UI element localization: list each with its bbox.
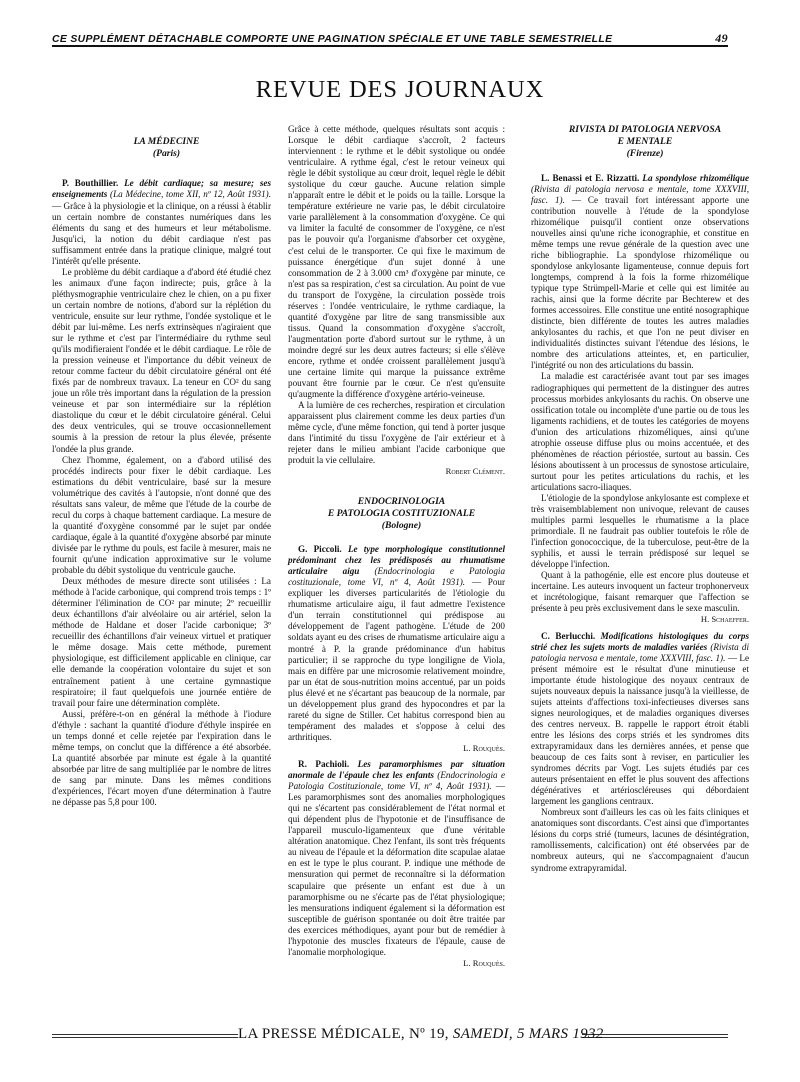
banner-title: REVUE DES JOURNAUX	[255, 76, 545, 103]
footer-rule-left	[52, 1034, 238, 1035]
article-paragraph: L'étiologie de la spondylose ankylosante est complexe et très vraisemblablement non univoque, relevant de causes multiples parmi lesquelles le rhumatisme a la place primordiale. Il ne faudrait pas oublier toutefois le rôle de l'infection gonococcique, de la tuberculose, peut-être de la syphilis, et aussi le terrain prédisposé sur lequel se développe l'infection.	[531, 492, 749, 570]
article-paragraph: Chez l'homme, également, on a d'abord utilisé des procédés indirects pour fixer le débit cardiaque. Les estimations du débit ventriculaire, basé sur la mesure volumétrique des cavités à l'autopsie, n'ont donné que des résultats sans valeur, de même que l'étude de la courbe de recul du corps à chaque battement cardiaque. La mesure de la quantité d'oxygène consommé par le sujet par ondée cardiaque, égale à la quantité d'oxygène absorbé par minute divisée par le rythme du pouls, est facile à mesurer, mais ne fournit qu'une indication approximative sur le volume probable du débit systolique du ventricule gauche.	[52, 454, 271, 576]
article-reference: (La Médecine, tome XII, nº 12, Août 1931).	[110, 189, 272, 200]
section-subtitle-medecine: (Paris)	[152, 148, 181, 160]
article-paragraph: Le problème du débit cardiaque a d'abord été étudié chez les animaux d'une façon indirecte; puis, grâce à la pléthysmographie ventriculaire chez le chien, on a pu fixer un certain nombre de notions, d'abord sur la réplétion du ventricule, ensuite sur leur rythme, l'ondée systolique et le débit par lui-même. Les nerfs extrinsèques n'agiraient que sur le rythme et c'est par l'intermédiaire du rythme seul qu'ils modifieraient l'ondée et le débit cardiaque. Le rôle de la pression veineuse et l'importance du débit veineux de retour comme facteur du débit circulatoire général ont été fixés par de nombreux travaux. La teneur en CO² du sang joue un rôle très important dans la régulation de la pression veineuse et par son intermédiaire sur la réplétion diastolique du cœur et le débit circulatoire général. Celui des deux ventricules, qui se trouve occasionnellement soumis à la pression de retour la plus élevée, présente l'ondée la plus grande.	[52, 266, 271, 454]
article-paragraph: — Le présent mémoire est le résultat d'une minutieuse et importante étude histologique des noyaux centraux de sujets nouveaux depuis la naissance jusqu'à la vieillesse, de sujets atteints d'affections toxi-infectieuses diverses sans signes neurologiques, et de maladies organiques diverses des centres nerveux. B. rappelle le rapport étroit établi entre les lésions des corps striés et les syndromes dits extrapyramidaux dans les dernières années, et pense que beaucoup de ces faits sont à reviser, en particulier les syndromes décrits par Vogt. Les sujets étudiés par ces auteurs présentaient en effet le plus souvent des affections dégénératives et artérioscléreuses qui débordaient largement les ganglions centraux.	[531, 652, 750, 807]
article-title: La spondylose rhizomélique	[642, 172, 749, 183]
footer-journal: LA PRESSE MÉDICALE,	[238, 1026, 405, 1042]
article-author: R. Pachioli.	[298, 759, 350, 769]
footer-rule-right	[582, 1034, 728, 1035]
article-paragraph: — Grâce à la physiologie et la clinique, on a réussi à établir un certain nombre de constantes numériques dans les éléments du sang et des humeurs et leur métabolisme. Jusqu'ici, la notion du débit cardiaque n'est pas suffisamment entrée dans la pratique clinique, malgré tout l'intérêt qu'elle présente.	[52, 200, 271, 266]
footer-rule-right	[582, 1037, 728, 1038]
column-2	[288, 124, 505, 969]
article-pachioli	[288, 759, 505, 958]
article-signature: Robert Clément.	[445, 466, 505, 477]
running-head-text: CE SUPPLÉMENT DÉTACHABLE COMPORTE UNE PAGINATION SPÉCIALE ET UNE TABLE SEMESTRIELLE	[52, 34, 613, 45]
article-author: P. Bouthillier.	[62, 178, 119, 189]
section-subtitle-endo: (Bologne)	[381, 519, 422, 531]
article-author: C. Berlucchi.	[541, 630, 596, 641]
article-benassi-lead	[531, 173, 749, 372]
header-rule	[52, 45, 728, 47]
article-signature: L. Rouquès.	[463, 957, 505, 968]
article-reference: (Endocrinologia e Patologia Costituzionale, tome VI, nº 4, Août 1931).	[288, 770, 506, 792]
article-reference: (Rivista di patologia nervosa e mentale, tome XXXVIII, fasc. 1).	[531, 183, 749, 205]
article-title: Le type morphologique constitutionnel prédominant chez les prédisposés au rhumatisme articulaire aigu	[288, 544, 505, 577]
article-reference: (Endocrinologia e Patologia costituzionale, tome VI, nº 4, Août 1931).	[288, 566, 506, 588]
section-title-rivista: RIVISTA DI PATOLOGIA NERVOSA	[568, 124, 722, 135]
article-paragraph: Nombreux sont d'ailleurs les cas où les faits cliniques et anatomiques sont discordants. C'est ainsi que d'importantes lésions du corps strié (tumeurs, lacunes de désintégration, ramollissements, calcification) ont été observées par de nombreux auteurs, qui ne s'accompagnaient d'aucun syndrome extrapyramidal.	[531, 807, 749, 873]
footer-date: SAMEDI, 5 MARS 1932	[452, 1026, 604, 1042]
article-author: G. Piccoli.	[298, 544, 342, 555]
article-author: L. Benassi et E. Rizzatti.	[541, 172, 640, 183]
article-title: Modifications histologiques du corps strié chez les sujets morts de maladies variées	[531, 630, 749, 652]
page-number: 49	[715, 31, 728, 45]
article-signature: H. Schaeffer.	[700, 614, 749, 625]
article-text: — Pour expliquer les diverses particularités de l'étiologie du rhumatisme articulaire aigu, il faut admettre l'existence d'un terrain constitutionnel qui prédispose au développement de l'agent pathogène. L'étude de 200 soldats ayant eu des crises de rhumatisme articulaire aigu a montré à P. la grande prédominance d'un habitus particulier; il se rapproche du type longiligne de Viola, mais en diffère par une microsomie relativement moindre, par un état de sous-nutrition moins accentué, par un poids plus élevé et ne s'écartant pas beaucoup de la normale, par un développement plus grand des hypocondres et par la rareté du signe de Stiller. Cet habitus correspond bien au tempérament des malades et s'oppose à celui des arthritiques.	[288, 577, 506, 742]
article-title: Les paramorphismes par situation anormale de l'épaule chez les enfants	[288, 759, 505, 781]
column-1	[52, 124, 271, 808]
article-title: Le débit cardiaque; sa mesure; ses enseignements	[52, 178, 271, 200]
column-3	[531, 124, 749, 874]
article-bouthillier-lead	[52, 178, 271, 266]
section-title-rivista-2: E MENTALE	[617, 136, 673, 148]
article-paragraph: A la lumière de ces recherches, respiration et circulation apparaissent plus clairement comme les deux parties d'un même cycle, d'une même fonction, qui tend à porter jusque dans l'intimité du tissu l'oxygène de l'air extérieur et à rejeter dans le milieu ambiant l'acide carbonique que produit la vie cellulaire.	[288, 400, 505, 466]
article-paragraph: Grâce à cette méthode, quelques résultats sont acquis : Lorsque le débit cardiaque s'accroît, 2 facteurs interviennent : le rythme et le débit systolique ou ondée ventriculaire. A rythme égal, c'est le retour veineux qui règle le débit systolique au cœur droit, lequel règle le débit systolique du cœur gauche. Aucune relation simple n'apparaît entre le débit et le poids ou la taille. Lorsque la température extérieure ne varie pas, le débit circulatoire varie parallèlement à la consommation d'oxygène. Ce qui va limiter la faculté de consommer de l'oxygène, ce n'est pas le pouvoir qu'a l'organisme d'absorber cet oxygène, c'est celui de le transporter. Ce qui fixe le maximum de puissance énergétique d'un sujet donné à une consommation de 2 à 3.000 cm³ d'oxygène par minute, ce n'est pas sa respiration, c'est sa circulation. Au point de vue du transport de l'oxygène, la circulation possède trois réserves : l'ondée ventriculaire, le rythme cardiaque, la quantité d'oxygène par litre de sang transmissible aux tissus. Quand la consommation d'oxygène s'accroît, l'augmentation porte d'abord surtout sur le rythme, à un moindre degré sur les deux autres facteurs; si elle s'élève encore, rythme et ondée croissent parallèlement jusqu'à une certaine limite qui marque la puissance extrême pouvant être fournie par le cœur. Ce n'est qu'ensuite qu'augmente la différence d'oxygène artério-veineuse.	[288, 124, 505, 400]
article-piccoli	[288, 544, 505, 743]
article-paragraph: La maladie est caractérisée avant tout par ses images radiographiques qui permettent de la distinguer des autres processus morbides ankylosants du rachis. On observe une ossification totale ou incomplète d'une partie ou de tous les ligaments rachidiens, et de toutes les catégories de moyens d'union des articulations rhizoméliques, ainsi qu'une atrophie osseuse diffuse plus ou moins accentuée, et des phénomènes de réaction périostée, surtout au bassin. Ces lésions aboutissent à un processus de synostose articulaire, surtout pour les petites articulations du rachis, et les articulations sacro-iliaques.	[531, 371, 749, 492]
article-paragraph: — Ce travail fort intéressant apporte une contribution nouvelle à l'étude de la spondylose rhizomélique puisqu'il contient onze observations nouvelles ainsi qu'une riche iconographie, et constitue en même temps une revue générale de la question avec une riche bibliographie. La spondylose rhizomélique ou spondylose ankylosante ligamenteuse, connue depuis fort longtemps, comprend à la fois la forme rhizomélique typique type Strümpell-Marie et celle qui est limitée au rachis, ainsi que la forme décrite par Bechterew et des formes accessoires. Elle constitue une entité nosographique distincte, bien différente de toutes les autres maladies ankylosantes du rachis, et que l'on ne peut diviser en individualités distinctes suivant l'étendue des lésions, le nombre des articulations atteintes, et, en particulier, l'intégrité ou non des articulations du bassin.	[531, 194, 749, 371]
article-paragraph: Quant à la pathogénie, elle est encore plus douteuse et incertaine. Les auteurs invoquent un facteur trophonerveux et incrétologique, faisant remarquer que l'affection se présente à peu près exclusivement dans le sexe masculin.	[531, 570, 749, 614]
article-reference: (Rivista di patologia nervosa e mentale, tome XXXVIII, fasc. 1).	[531, 641, 749, 663]
footer-issue: Nº 19,	[409, 1026, 449, 1042]
section-title-endo-2: E PATOLOGIA COSTITUZIONALE	[327, 507, 476, 519]
section-subtitle-rivista: (Firenze)	[626, 148, 664, 160]
article-text: — Les paramorphismes sont des anomalies morphologiques qui ne s'écartent pas considérablement de l'état normal et qui dépendent plus de l'hypotonie et de l'insuffisance de l'appareil musculo-ligamenteux que d'une véritable altération anatomique. Chez l'enfant, ils sont très fréquents au niveau de l'épaule et la déformation dite scapulae alatae en est le type le plus courant. P. indique une méthode de mensuration qui permet de reconnaître si la déformation scapulaire que présente un enfant est due à un paramorphisme ou ne s'écarte pas de l'état physiologique; les mensurations indiquent également si la déformation est susceptible de guérison spontanée ou doit être traitée par des exercices méthodiques, ayant pour but de remédier à l'hypotonie des muscles fixateurs de l'épaule, cause de l'anomalie morphologique.	[288, 781, 505, 957]
article-paragraph: Aussi, préfère-t-on en général la méthode à l'iodure d'éthyle : sachant la quantité d'iodure d'éthyle inspirée en un temps donné et celle rejetée par l'expiration dans le même temps, on conclut que la différence a été absorbée. La quantité absorbée par minute est égale à la quantité absorbée par litre de sang multipliée par le nombre de litres de sang par minute. Dans les mêmes conditions d'expériences, l'écart moyen d'une détermination à l'autre ne dépasse pas 5,8 pour 100.	[52, 708, 271, 808]
article-signature: L. Rouquès.	[463, 742, 505, 753]
article-paragraph: Deux méthodes de mesure directe sont utilisées : La méthode à l'acide carbonique, qui comprend trois temps : 1º déterminer l'élimination de CO² par minute; 2º recueillir deux échantillons d'air alvéolaire ou air artériel, selon la méthode de Haldane et doser l'acide carbonique; 3º recueillir des échantillons d'air veineux virtuel et pratiquer le même dosage. Mais cette méthode, purement physiologique, est difficilement applicable en clinique, car elle demande la coopération volontaire du sujet et son entraînement patient à une certaine gymnastique respiratoire; il faut quelquefois une journée entière de travail pour faire une détermination complète.	[52, 576, 271, 708]
footer-rule-left	[52, 1037, 238, 1038]
section-title-endo: ENDOCRINOLOGIA	[357, 495, 446, 507]
running-head	[52, 31, 728, 46]
section-title-medecine: LA MÉDECINE	[133, 136, 200, 147]
footer-line	[238, 1026, 604, 1043]
article-berlucchi-lead	[531, 631, 749, 808]
